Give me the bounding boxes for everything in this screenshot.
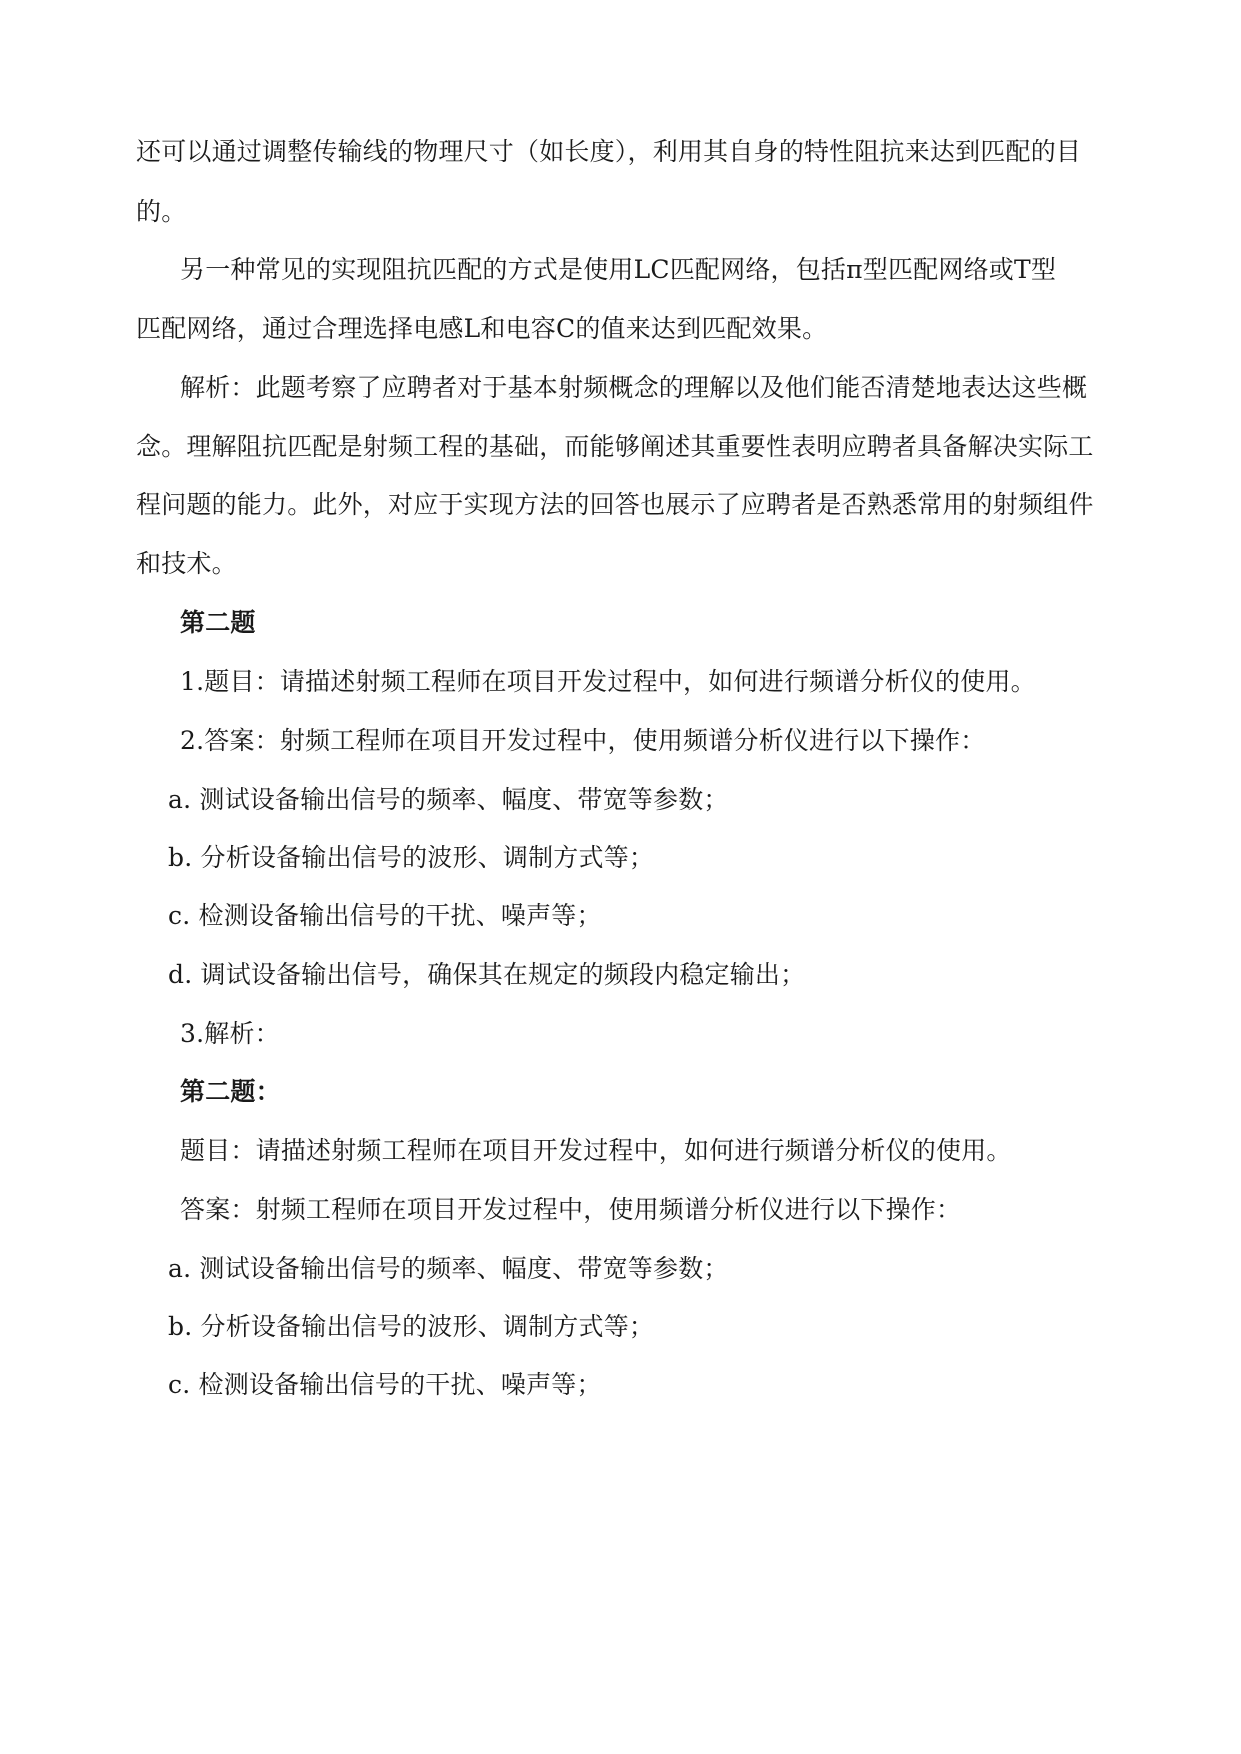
list-item: a. 测试设备输出信号的频率、幅度、带宽等参数； [168, 1254, 729, 1283]
paragraph-line: 和技术。 [136, 549, 237, 578]
paragraph-line: 念。理解阻抗匹配是射频工程的基础，而能够阐述其重要性表明应聘者具备解决实际工 [136, 432, 1094, 461]
answer-line: 2.答案：射频工程师在项目开发过程中，使用频谱分析仪进行以下操作： [180, 726, 986, 755]
answer-line: 答案：射频工程师在项目开发过程中，使用频谱分析仪进行以下操作： [180, 1195, 962, 1224]
section-heading: 第二题： [180, 1077, 281, 1106]
question-line: 题目：请描述射频工程师在项目开发过程中，如何进行频谱分析仪的使用。 [180, 1136, 1012, 1165]
paragraph-line: 的。 [136, 197, 187, 226]
list-item: b. 分析设备输出信号的波形、调制方式等； [168, 1312, 655, 1341]
list-item: c. 检测设备输出信号的干扰、噪声等； [168, 1370, 602, 1399]
list-item: d. 调试设备输出信号，确保其在规定的频段内稳定输出； [168, 960, 806, 989]
analysis-label: 3.解析： [180, 1019, 280, 1048]
paragraph-line: 解析：此题考察了应聘者对于基本射频概念的理解以及他们能否清楚地表达这些概 [180, 373, 1088, 402]
question-line: 1.题目：请描述射频工程师在项目开发过程中，如何进行频谱分析仪的使用。 [180, 667, 1036, 696]
list-item: a. 测试设备输出信号的频率、幅度、带宽等参数； [168, 785, 729, 814]
list-item: b. 分析设备输出信号的波形、调制方式等； [168, 843, 655, 872]
list-item: c. 检测设备输出信号的干扰、噪声等； [168, 901, 602, 930]
section-heading: 第二题 [180, 608, 256, 637]
paragraph-line: 另一种常见的实现阻抗匹配的方式是使用LC匹配网络，包括π型匹配网络或T型 [180, 255, 1057, 284]
paragraph-line: 还可以通过调整传输线的物理尺寸（如长度），利用其自身的特性阻抗来达到匹配的目 [136, 137, 1082, 166]
paragraph-line: 程问题的能力。此外，对应于实现方法的回答也展示了应聘者是否熟悉常用的射频组件 [136, 490, 1094, 519]
paragraph-line: 匹配网络，通过合理选择电感L和电容C的值来达到匹配效果。 [136, 314, 828, 343]
